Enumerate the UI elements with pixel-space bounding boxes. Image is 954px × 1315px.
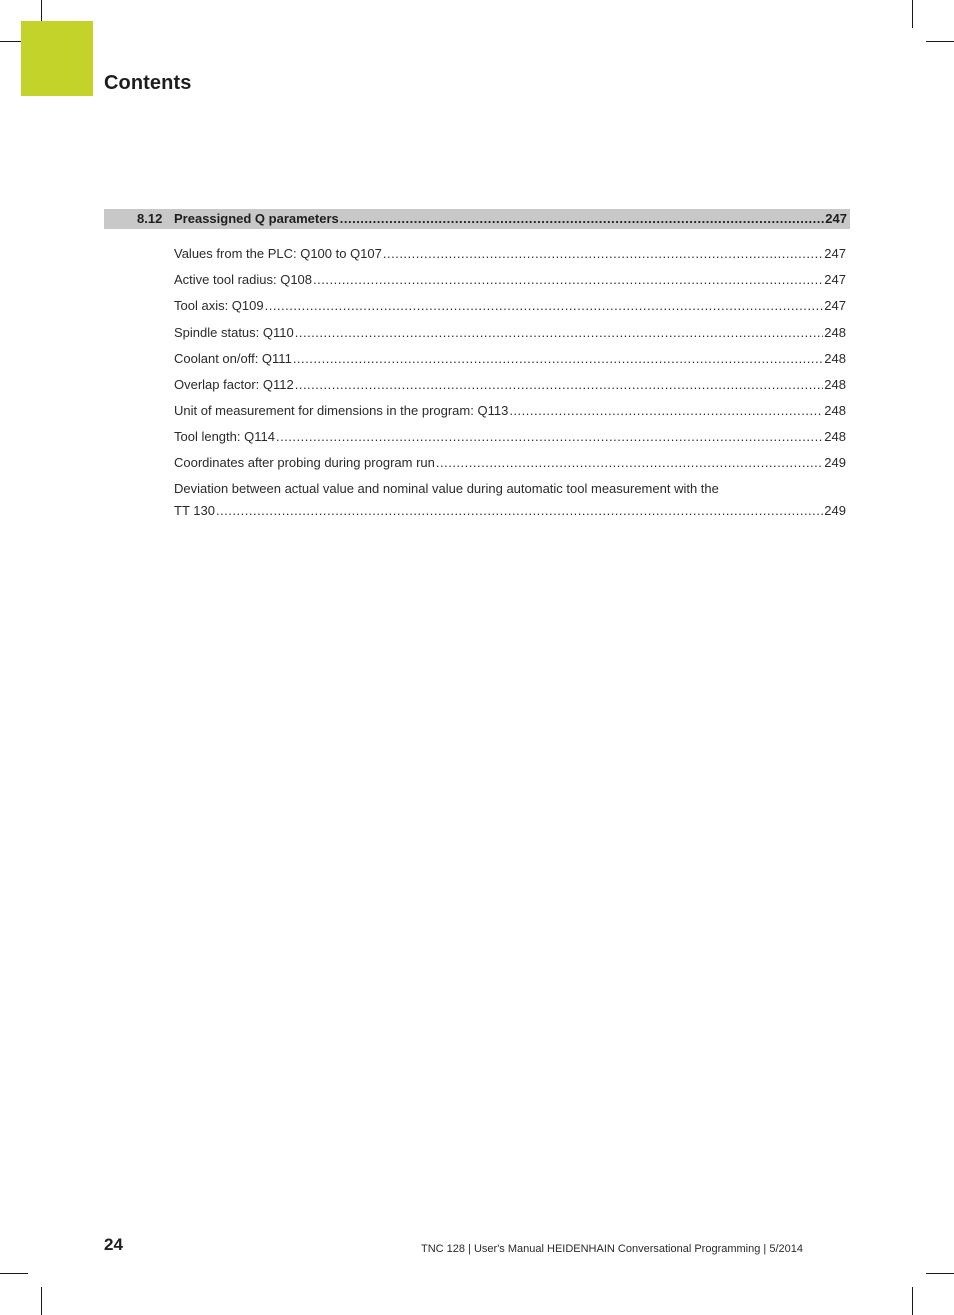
- page-number: 24: [104, 1235, 123, 1254]
- entry-page: 247: [824, 272, 846, 287]
- entry-page: 248: [824, 403, 846, 418]
- dot-leader: [509, 403, 823, 421]
- toc-entry[interactable]: [174, 503, 846, 521]
- entry-title-line1[interactable]: Deviation between actual value and nominal value during automatic tool measurement with the: [174, 481, 719, 496]
- entry-page: 249: [824, 503, 846, 518]
- toc-entry[interactable]: [174, 272, 846, 290]
- toc-entry[interactable]: [174, 377, 846, 395]
- section-page: 247: [825, 211, 847, 226]
- crop-mark: [0, 1273, 28, 1274]
- entry-title-line2: TT 130: [174, 503, 215, 518]
- toc-entry[interactable]: [174, 246, 846, 264]
- page-title: Contents: [104, 72, 192, 94]
- crop-mark: [926, 41, 954, 42]
- dot-leader: [340, 211, 825, 226]
- entry-title: Coolant on/off: Q111: [174, 351, 292, 366]
- entry-title: Overlap factor: Q112: [174, 377, 294, 392]
- crop-mark: [912, 0, 913, 28]
- toc-entry[interactable]: [174, 403, 846, 421]
- dot-leader: [293, 351, 823, 369]
- entry-page: 249: [824, 455, 846, 470]
- entry-title: Tool axis: Q109: [174, 298, 264, 313]
- entry-title: Tool length: Q114: [174, 429, 275, 444]
- toc-entry[interactable]: [174, 351, 846, 369]
- entry-page: 248: [824, 325, 846, 340]
- entry-page: 248: [824, 351, 846, 366]
- entry-page: 247: [824, 246, 846, 261]
- entry-page: 248: [824, 377, 846, 392]
- dot-leader: [313, 272, 823, 290]
- section-title: Preassigned Q parameters: [174, 211, 339, 226]
- toc-entry[interactable]: [174, 455, 846, 473]
- footer-text: TNC 128 | User's Manual HEIDENHAIN Conversational Programming | 5/2014: [421, 1243, 803, 1255]
- section-number: 8.12: [137, 211, 163, 226]
- dot-leader: [295, 377, 824, 395]
- crop-mark: [912, 1287, 913, 1315]
- entry-title: Values from the PLC: Q100 to Q107: [174, 246, 382, 261]
- toc-section-heading[interactable]: [104, 209, 850, 229]
- dot-leader: [295, 325, 824, 343]
- entry-page: 247: [824, 298, 846, 313]
- dot-leader: [216, 503, 823, 521]
- toc-entry[interactable]: [174, 325, 846, 343]
- dot-leader: [276, 429, 823, 447]
- entry-title: Coordinates after probing during program run: [174, 455, 435, 470]
- dot-leader: [265, 298, 824, 316]
- entry-title: Spindle status: Q110: [174, 325, 294, 340]
- crop-mark: [41, 1287, 42, 1315]
- toc-entry[interactable]: [174, 298, 846, 316]
- dot-leader: [436, 455, 823, 473]
- chapter-color-block: [21, 21, 93, 96]
- toc-entry[interactable]: [174, 429, 846, 447]
- entry-title: Active tool radius: Q108: [174, 272, 313, 287]
- crop-mark: [926, 1273, 954, 1274]
- entry-title: Unit of measurement for dimensions in the program: Q113: [174, 403, 509, 418]
- dot-leader: [383, 246, 823, 264]
- entry-page: 248: [824, 429, 846, 444]
